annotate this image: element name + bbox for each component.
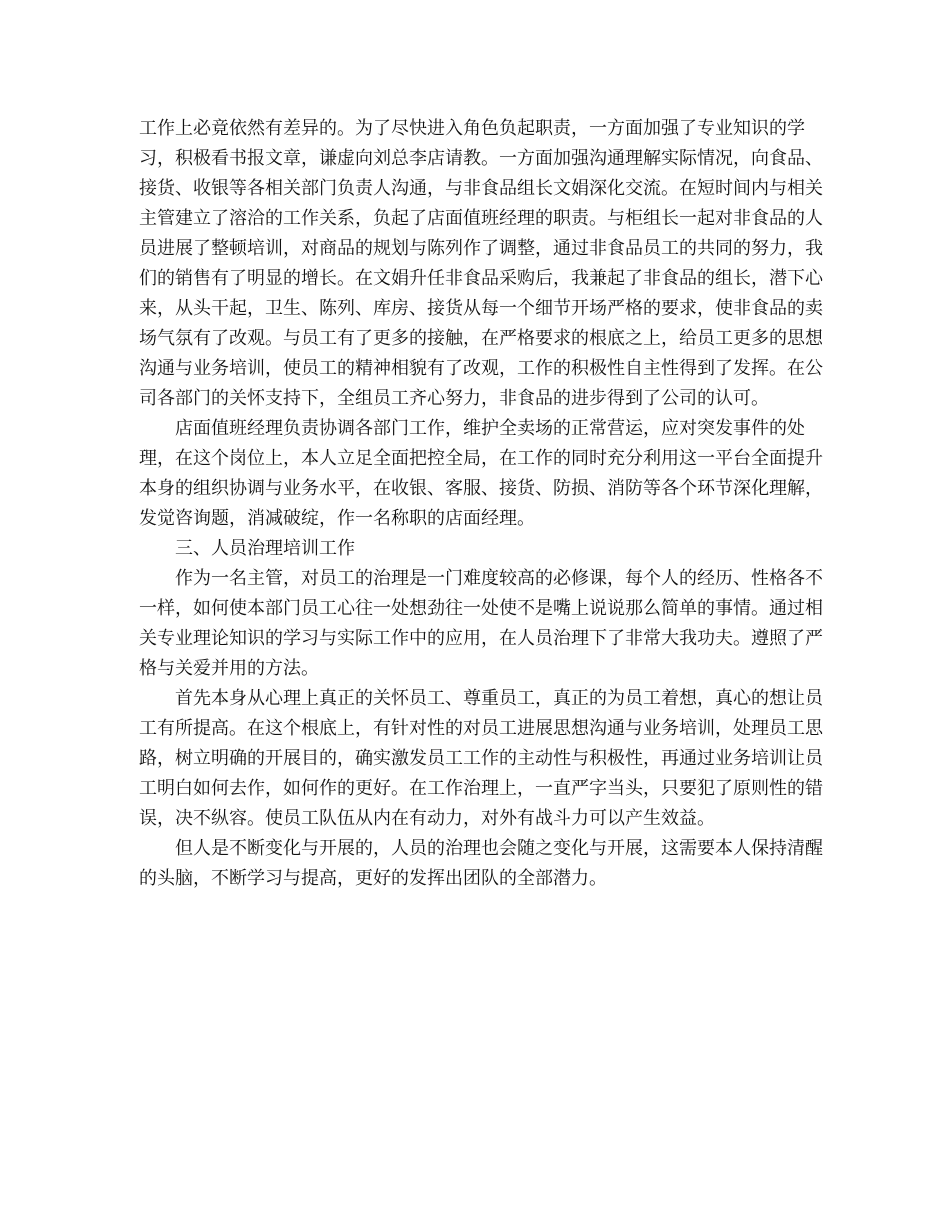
section-heading-staff-training: 三、人员治理培训工作 (175, 538, 355, 559)
document-body (139, 114, 823, 894)
paragraph-duty-manager: 店面值班经理负责协调各部门工作，维护全卖场的正常营运，应对突发事件的处理，在这个岗位上，本人立足全面把控全局，在工作的同时充分利用这一平台全面提升本身的组织协调与业务水平，在收银、客服、接货、防损、消防等各个环节深化理解，发觉咨询题，消减破绽，作一名称职的店面经理。 (139, 418, 823, 529)
paragraph-management-intro: 作为一名主管，对员工的治理是一门难度较高的必修课，每个人的经历、性格各不一样，如何使本部门员工心往一处想劲往一处使不是嘴上说说那么简单的事情。通过相关专业理论知识的学习与实际工作中的应用，在人员治理下了非常大我功夫。遵照了严格与关爱并用的方法。 (139, 568, 823, 679)
paragraph-continuation: 工作上必竟依然有差异的。为了尽快进入角色负起职责，一方面加强了专业知识的学习，积极看书报文章，谦虚向刘总李店请教。一方面加强沟通理解实际情况，向食品、接货、收银等各相关部门负责人沟通，与非食品组长文娟深化交流。在短时间内与相关主管建立了溶洽的工作关系，负起了店面值班经理的职责。与柜组长一起对非食品的人员进展了整顿培训，对商品的规划与陈列作了调整，通过非食品员工的共同的努力，我们的销售有了明显的增长。在文娟升任非食品采购后，我兼起了非食品的组长，潜下心来，从头干起，卫生、陈列、库房、接货从每一个细节开场严格的要求，使非食品的卖场气氛有了改观。与员工有了更多的接触，在严格要求的根底之上，给员工更多的思想沟通与业务培训，使员工的精神相貌有了改观，工作的积极性自主性得到了发挥。在公司各部门的关怀支持下，全组员工齐心努力，非食品的进步得到了公司的认可。 (139, 118, 823, 409)
paragraph-continuous-change: 但人是不断变化与开展的，人员的治理也会随之变化与开展，这需要本人保持清醒的头脑，不断学习与提高，更好的发挥出团队的全部潜力。 (139, 838, 823, 889)
paragraph-care-for-staff: 首先本身从心理上真正的关怀员工、尊重员工，真正的为员工着想，真心的想让员工有所提高。在这个根底上，有针对性的对员工进展思想沟通与业务培训，处理员工思路，树立明确的开展目的，确实激发员工工作的主动性与积极性，再通过业务培训让员工明白如何去作，如何作的更好。在工作治理上，一直严字当头，只要犯了原则性的错误，决不纵容。使员工队伍从内在有动力，对外有战斗力可以产生效益。 (139, 688, 823, 829)
